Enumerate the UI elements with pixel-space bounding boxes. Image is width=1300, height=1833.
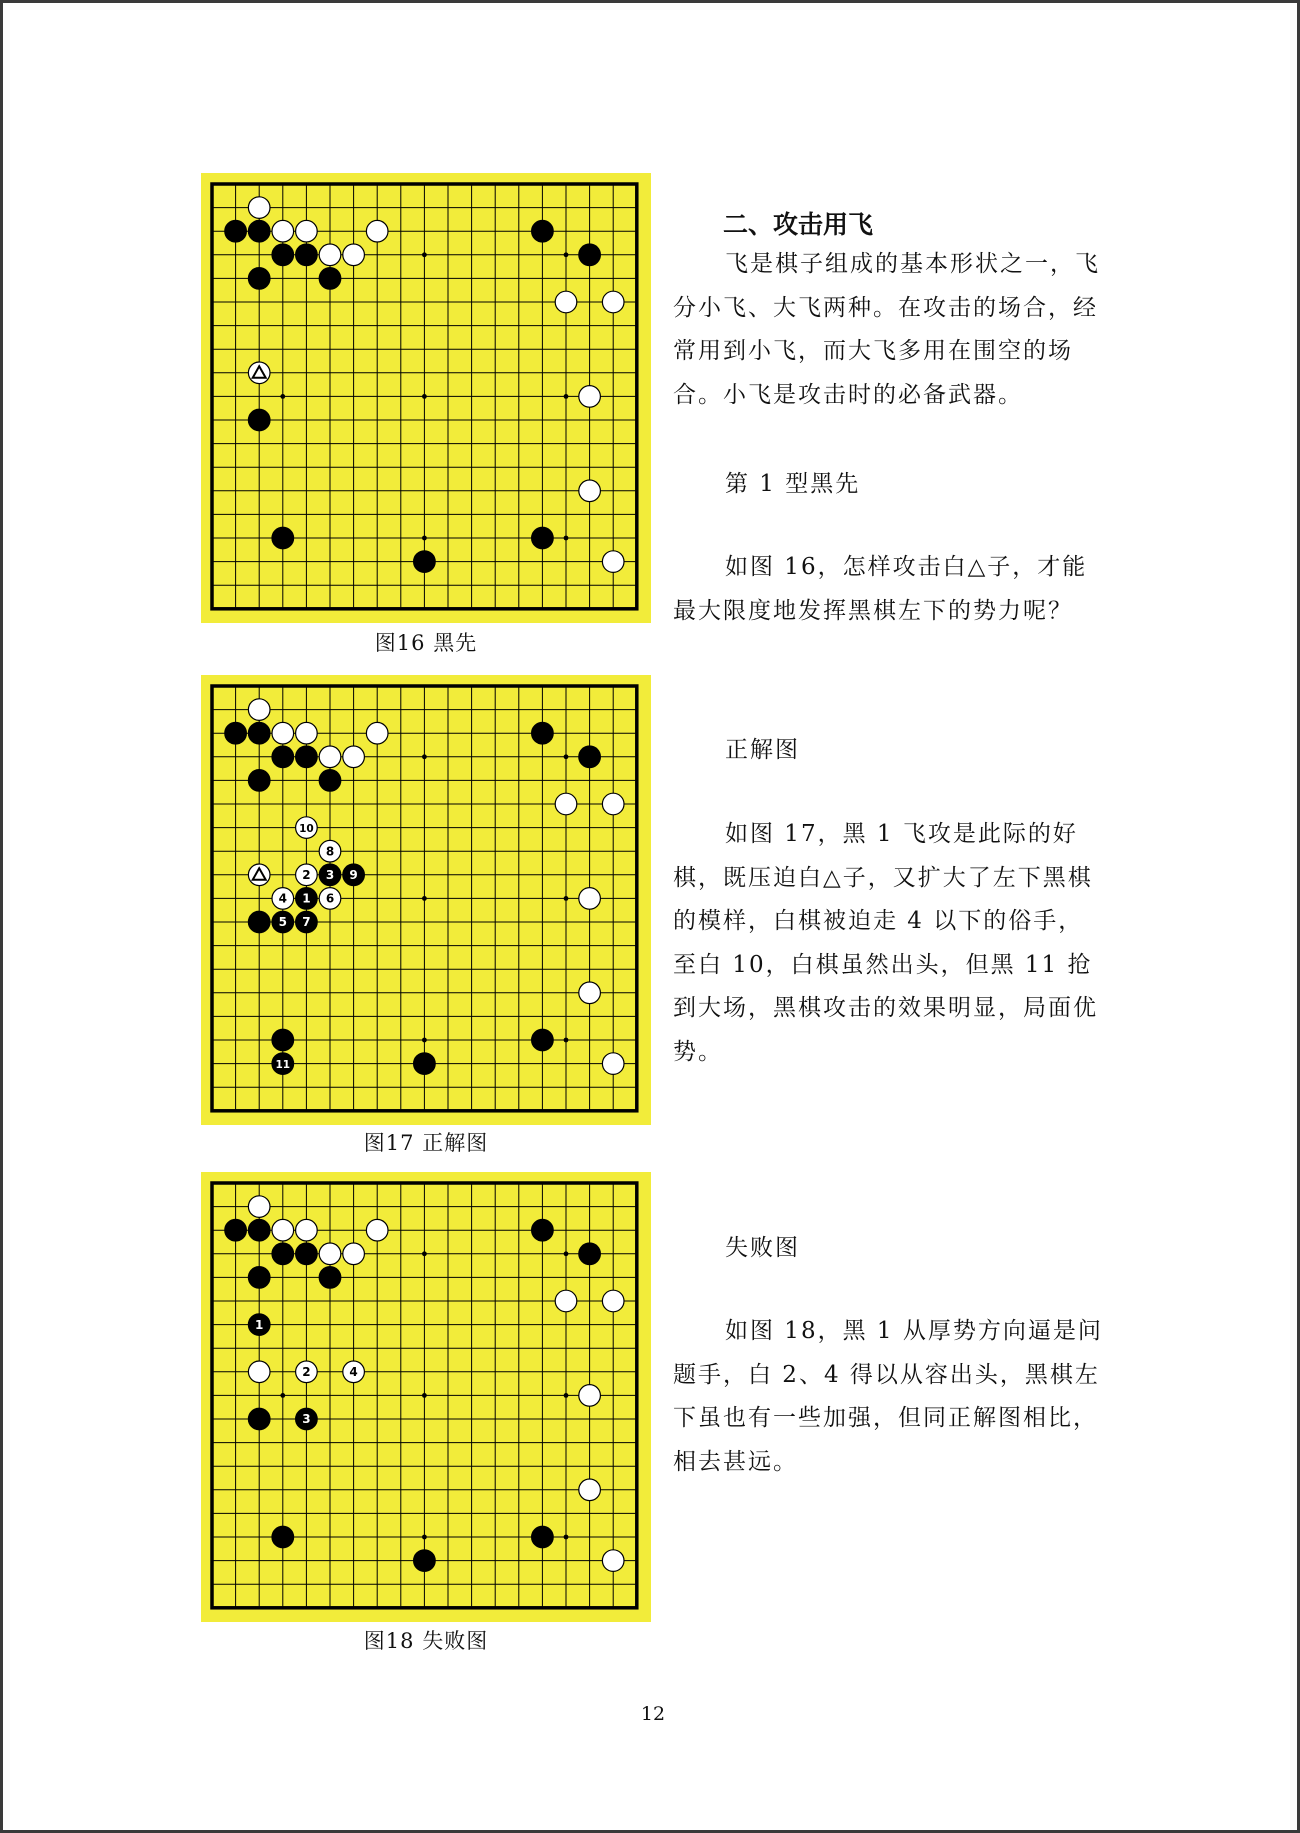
white-stone bbox=[248, 1361, 270, 1383]
star-point bbox=[564, 896, 569, 901]
white-stone bbox=[296, 1361, 318, 1383]
black-stone bbox=[296, 888, 318, 910]
black-stone bbox=[248, 1219, 270, 1241]
white-stone bbox=[272, 722, 294, 744]
white-stone bbox=[579, 1385, 601, 1407]
move-number: 2 bbox=[302, 868, 311, 882]
black-stone bbox=[414, 1550, 436, 1572]
type-heading: 第 1 型黑先 bbox=[725, 471, 861, 497]
black-stone bbox=[272, 1053, 294, 1075]
correct-paragraph bbox=[673, 813, 1103, 1074]
move-number: 2 bbox=[302, 1365, 311, 1379]
black-stone bbox=[296, 1243, 318, 1265]
white-stone bbox=[602, 291, 624, 313]
black-stone bbox=[248, 1314, 270, 1336]
black-stone bbox=[319, 770, 341, 792]
black-stone bbox=[319, 268, 341, 290]
black-stone bbox=[414, 551, 436, 573]
star-point bbox=[564, 754, 569, 759]
white-stone bbox=[343, 244, 365, 266]
go-board-18 bbox=[201, 1172, 651, 1622]
move-number: 7 bbox=[302, 915, 311, 930]
black-stone bbox=[272, 244, 294, 266]
white-stone bbox=[366, 1219, 388, 1241]
black-stone bbox=[272, 911, 294, 933]
white-stone bbox=[602, 793, 624, 815]
black-stone bbox=[248, 1267, 270, 1289]
black-stone bbox=[579, 746, 601, 768]
move-number: 11 bbox=[275, 1058, 291, 1071]
white-stone bbox=[579, 386, 601, 408]
white-stone bbox=[555, 1290, 577, 1312]
black-stone bbox=[272, 746, 294, 768]
page-number: 12 bbox=[640, 1703, 666, 1725]
white-stone bbox=[579, 480, 601, 502]
star-point bbox=[564, 1535, 569, 1540]
star-point bbox=[422, 896, 427, 901]
star-point bbox=[564, 252, 569, 257]
white-stone bbox=[296, 1219, 318, 1241]
black-stone bbox=[532, 722, 554, 744]
star-point bbox=[422, 1251, 427, 1256]
white-stone bbox=[555, 291, 577, 313]
black-stone bbox=[319, 1267, 341, 1289]
black-stone bbox=[579, 244, 601, 266]
move-number: 8 bbox=[325, 844, 335, 859]
black-stone bbox=[296, 244, 318, 266]
move-number: 6 bbox=[325, 891, 335, 906]
star-point bbox=[422, 252, 427, 257]
star-point bbox=[564, 536, 569, 541]
go-board-17 bbox=[201, 675, 651, 1125]
black-stone bbox=[225, 722, 247, 744]
question-text: 如图 16，怎样攻击白△子，才能最大限度地发挥黑棋左下的势力呢？ bbox=[673, 554, 1088, 624]
go-board-16 bbox=[201, 173, 651, 623]
star-point bbox=[422, 536, 427, 541]
white-stone bbox=[366, 220, 388, 242]
move-number: 3 bbox=[302, 1412, 311, 1427]
white-stone bbox=[248, 1196, 270, 1218]
black-stone bbox=[296, 911, 318, 933]
black-stone bbox=[248, 1408, 270, 1430]
fail-heading: 失败图 bbox=[725, 1235, 800, 1261]
star-point bbox=[422, 1393, 427, 1398]
white-stone bbox=[319, 840, 341, 862]
white-stone bbox=[343, 746, 365, 768]
star-point bbox=[422, 1535, 427, 1540]
black-stone bbox=[296, 746, 318, 768]
move-number: 4 bbox=[278, 891, 287, 906]
star-point bbox=[280, 1393, 285, 1398]
black-stone bbox=[532, 527, 554, 549]
black-stone bbox=[248, 911, 270, 933]
white-stone bbox=[272, 1219, 294, 1241]
fail-text: 如图 18，黑 1 从厚势方向逼是问题手，白 2、4 得以从容出头，黑棋左下虽也有一些加强，但同正解图相比，相去甚远。 bbox=[673, 1318, 1103, 1475]
intro-text: 飞是棋子组成的基本形状之一，飞分小飞、大飞两种。在攻击的场合，经常用到小飞，而大飞多用在围空的场合。小飞是攻击时的必备武器。 bbox=[673, 251, 1100, 408]
go-diagram-18 bbox=[201, 1172, 651, 1622]
white-stone bbox=[319, 746, 341, 768]
black-stone bbox=[532, 1219, 554, 1241]
black-stone bbox=[272, 1243, 294, 1265]
white-stone bbox=[248, 699, 270, 721]
star-point bbox=[564, 394, 569, 399]
star-point bbox=[422, 1038, 427, 1043]
black-stone bbox=[296, 1408, 318, 1430]
black-stone bbox=[248, 409, 270, 431]
black-stone bbox=[248, 722, 270, 744]
white-stone bbox=[272, 220, 294, 242]
white-stone bbox=[296, 864, 318, 886]
star-point bbox=[422, 394, 427, 399]
white-stone bbox=[602, 1053, 624, 1075]
intro-paragraph bbox=[673, 243, 1103, 417]
black-stone bbox=[532, 220, 554, 242]
star-point bbox=[280, 394, 285, 399]
white-stone bbox=[343, 1361, 365, 1383]
move-number: 1 bbox=[255, 1317, 264, 1332]
star-point bbox=[422, 754, 427, 759]
move-number: 10 bbox=[299, 822, 314, 835]
white-stone bbox=[555, 793, 577, 815]
white-stone bbox=[579, 888, 601, 910]
star-point bbox=[564, 1038, 569, 1043]
black-stone bbox=[579, 1243, 601, 1265]
white-stone bbox=[248, 362, 270, 384]
go-diagram-17 bbox=[201, 675, 651, 1125]
white-stone bbox=[366, 722, 388, 744]
fail-paragraph bbox=[673, 1310, 1103, 1484]
black-stone bbox=[532, 1029, 554, 1051]
move-number: 3 bbox=[325, 868, 335, 882]
white-stone bbox=[248, 197, 270, 219]
black-stone bbox=[343, 864, 365, 886]
white-stone bbox=[272, 888, 294, 910]
white-stone bbox=[602, 1550, 624, 1572]
black-stone bbox=[225, 220, 247, 242]
figure-caption-18: 图18 失败图 bbox=[363, 1629, 489, 1653]
black-stone bbox=[272, 527, 294, 549]
black-stone bbox=[272, 1526, 294, 1548]
white-stone bbox=[579, 982, 601, 1004]
black-stone bbox=[248, 220, 270, 242]
question-paragraph bbox=[673, 546, 1103, 633]
section-title: 二、攻击用飞 bbox=[723, 210, 874, 239]
move-number: 9 bbox=[349, 868, 358, 882]
move-number: 1 bbox=[302, 891, 311, 906]
black-stone bbox=[248, 268, 270, 290]
white-stone bbox=[296, 220, 318, 242]
white-stone bbox=[319, 1243, 341, 1265]
star-point bbox=[564, 1251, 569, 1256]
black-stone bbox=[225, 1219, 247, 1241]
go-diagram-16 bbox=[201, 173, 651, 623]
black-stone bbox=[272, 1029, 294, 1051]
white-stone bbox=[296, 817, 318, 839]
black-stone bbox=[414, 1053, 436, 1075]
black-stone bbox=[319, 864, 341, 886]
white-stone bbox=[319, 244, 341, 266]
correct-text: 如图 17，黑 1 飞攻是此际的好棋，既压迫白△子，又扩大了左下黑棋的模样，白棋被迫走 4 以下的俗手，至白 10，白棋虽然出头，但黑 11 抢到大场，黑棋攻击的效果明显，局面优势。 bbox=[673, 821, 1098, 1065]
white-stone bbox=[319, 888, 341, 910]
white-stone bbox=[602, 551, 624, 573]
move-number: 5 bbox=[278, 915, 287, 930]
figure-caption-17: 图17 正解图 bbox=[363, 1131, 489, 1155]
star-point bbox=[564, 1393, 569, 1398]
white-stone bbox=[343, 1243, 365, 1265]
black-stone bbox=[532, 1526, 554, 1548]
figure-caption-16: 图16 黑先 bbox=[374, 631, 478, 655]
move-number: 4 bbox=[349, 1365, 358, 1379]
white-stone bbox=[248, 864, 270, 886]
white-stone bbox=[579, 1479, 601, 1501]
white-stone bbox=[602, 1290, 624, 1312]
correct-heading: 正解图 bbox=[725, 737, 800, 763]
white-stone bbox=[296, 722, 318, 744]
black-stone bbox=[248, 770, 270, 792]
